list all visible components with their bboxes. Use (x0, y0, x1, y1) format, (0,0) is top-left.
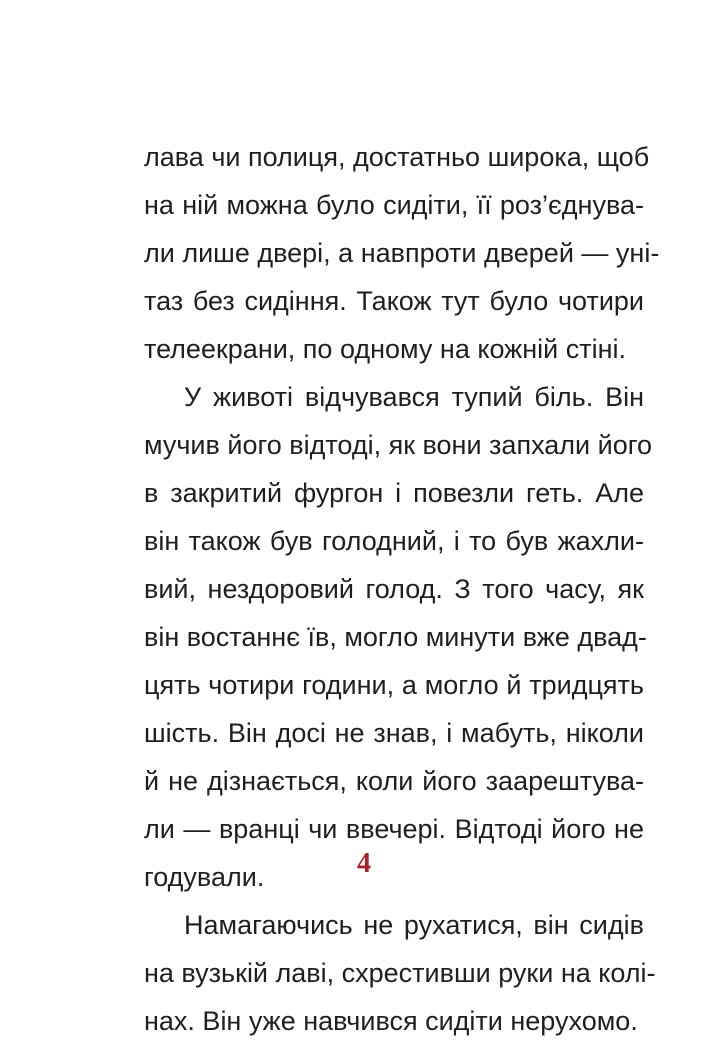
paragraph-1 (144, 133, 660, 373)
text-line: ли лише двері, а навпроти дверей — уні- (144, 238, 660, 268)
text-line: У животі відчувався тупий біль. Він (184, 382, 644, 412)
text-line: й не дізнається, коли його заарештува- (144, 766, 644, 796)
text-line: лава чи полиця, достатньо широка, щоб (144, 142, 650, 172)
paragraph-3 (144, 901, 656, 1045)
paragraph-2 (144, 373, 652, 901)
text-line: нах. Він уже навчився сидіти нерухомо. (144, 1006, 638, 1036)
text-line: на вузькій лаві, схрестивши руки на колі- (144, 958, 656, 988)
text-line: годували. (144, 862, 265, 892)
text-line: таз без сидіння. Також тут було чотири (144, 286, 644, 316)
text-line: ли — вранці чи ввечері. Відтоді його не (144, 814, 644, 844)
text-line: телеекрани, по одному на кожній стіні. (144, 334, 627, 364)
text-line: цять чотири години, а могло й тридцять (144, 670, 644, 700)
text-line: шість. Він досі не знав, і мабуть, ніколи (144, 718, 644, 748)
body-text (144, 133, 660, 1045)
text-line: мучив його відтоді, як вони запхали його (144, 430, 652, 460)
text-line: в закритий фургон і повезли геть. Але (144, 478, 644, 508)
text-line: вий, нездоровий голод. З того часу, як (144, 574, 644, 604)
text-line: Намагаючись не рухатися, він сидів (184, 910, 644, 940)
page-number: 4 (357, 848, 371, 879)
text-line: він також був голодний, і то був жахли- (144, 526, 644, 556)
text-line: він востаннє їв, могло минути вже двад- (144, 622, 647, 652)
text-line: на ній можна було сидіти, її роз’єднува- (144, 190, 644, 220)
